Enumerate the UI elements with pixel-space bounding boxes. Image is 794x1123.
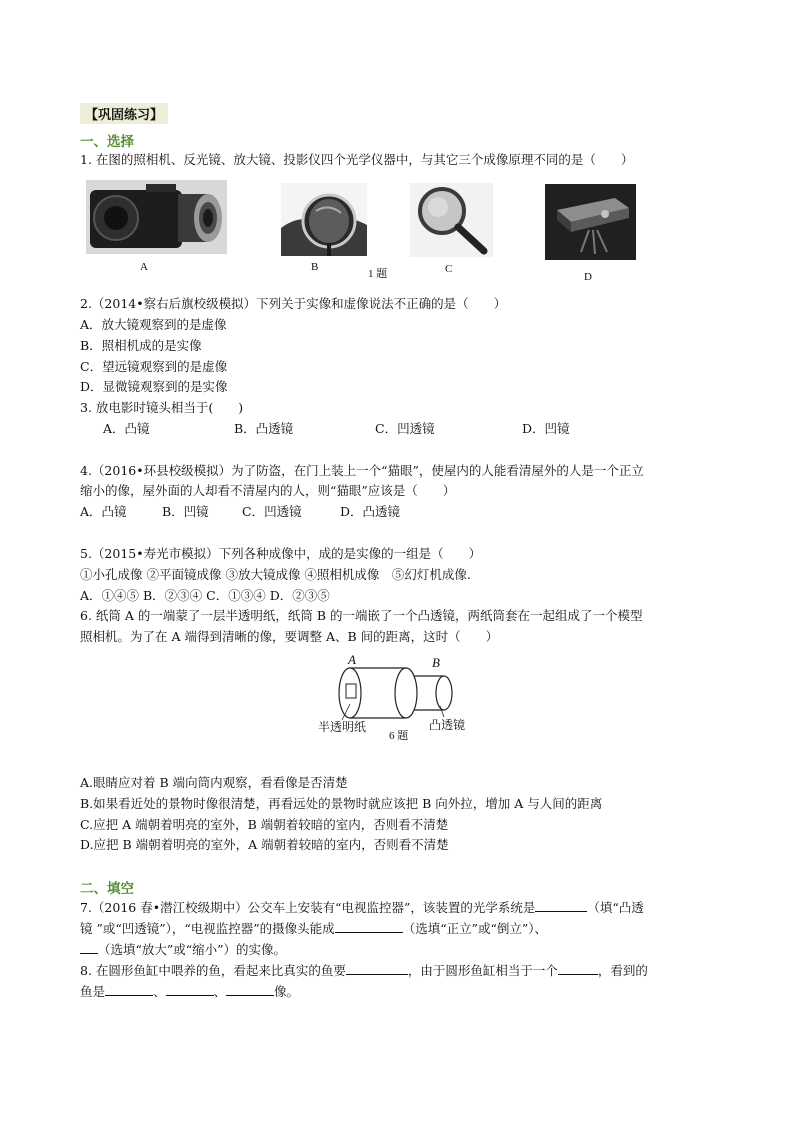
question-6-option-a: A.眼睛应对着 B 端向筒内观察，看看像是否清楚	[80, 775, 348, 790]
question-4-option-c: C．凹透镜	[242, 504, 302, 519]
camera-image	[86, 180, 227, 254]
question-8-blank-4[interactable]	[166, 983, 214, 996]
question-7-blank-2[interactable]	[335, 920, 403, 933]
question-3-text: 3. 放电影时镜头相当于( )	[80, 400, 244, 415]
question-8-blank-5[interactable]	[226, 983, 274, 996]
fig1-label-a: A	[140, 261, 148, 273]
question-7-line1-text-b: （填“凸透	[587, 900, 644, 915]
question-8-blank-2[interactable]	[558, 962, 598, 975]
question-5-options: A．①④⑤ B．②③④ C．①③④ D．②③⑤	[80, 588, 330, 603]
question-7-line2-text-a: 镜 ”或“凹透镜”），“电视监控器”的摄像头能成	[80, 921, 335, 936]
page-title: 【巩固练习】	[80, 103, 168, 124]
question-2-option-c: C．望远镜观察到的是虚像	[80, 359, 228, 374]
question-8-blank-1[interactable]	[346, 962, 408, 975]
question-7-line1-text-a: 7.（2016 春•潜江校级期中）公交车上安装有“电视监控器”，该装置的光学系统是	[80, 900, 536, 915]
question-8-line1-text-b: ，由于圆形鱼缸相当于一个	[407, 963, 558, 978]
fig6-label-b: B	[432, 655, 440, 670]
magnifier-image	[410, 183, 493, 257]
reflector-mirror-image	[281, 183, 367, 256]
question-2-option-a: A．放大镜观察到的是虚像	[80, 317, 227, 332]
fig1-caption: 1 题	[368, 268, 388, 280]
question-8-separator-1: 、	[153, 984, 166, 999]
question-8-line2	[80, 982, 299, 1002]
question-7-blank-3[interactable]	[80, 941, 98, 954]
question-6-option-b: B.如果看近处的景物时像很清楚，再看远处的景物时就应该把 B 向外拉，增加 A 与人间的距离	[80, 796, 603, 811]
question-7-line1	[80, 898, 644, 918]
question-3-option-c: C．凹透镜	[375, 421, 435, 436]
question-8-line2-end: 像。	[274, 984, 300, 999]
question-4-option-a: A．凸镜	[80, 504, 127, 519]
question-3-option-b: B．凸透镜	[234, 421, 294, 436]
question-3-option-d: D．凹镜	[522, 421, 570, 436]
section-fill-heading: 二、填空	[80, 881, 134, 897]
question-6-text-line1: 6. 纸筒 A 的一端蒙了一层半透明纸，纸筒 B 的一端嵌了一个凸透镜，两纸筒套在一起组成了一个模型	[80, 608, 643, 623]
question-4-option-d: D．凸透镜	[340, 504, 401, 519]
question-8-separator-2: 、	[213, 984, 227, 999]
question-8-line1-text-c: ，看到的	[597, 963, 648, 978]
question-4-option-b: B．凹镜	[162, 504, 209, 519]
question-6-option-c: C.应把 A 端朝着明亮的室外，B 端朝着较暗的室内，否则看不清楚	[80, 817, 449, 832]
question-2-option-b: B．照相机成的是实像	[80, 338, 202, 353]
fig1-label-d: D	[584, 271, 592, 283]
question-8-line1-text-a: 8. 在圆形鱼缸中喂养的鱼，看起来比真实的鱼要	[80, 963, 346, 978]
fig6-label-paper: 半透明纸	[318, 720, 367, 734]
question-1-text: 1. 在图的照相机、反光镜、放大镜、投影仪四个光学仪器中，与其它三个成像原理不同的是（ ）	[80, 152, 634, 167]
question-2-option-d: D．显微镜观察到的是实像	[80, 379, 228, 394]
question-4-text-line1: 4.（2016•环县校级模拟）为了防盗，在门上装上一个“猫眼”，使屋内的人能看清屋外的人是一个正立	[80, 463, 644, 478]
question-8-line2-text-a: 鱼是	[80, 984, 106, 999]
question-5-text: 5.（2015•寿光市模拟）下列各种成像中，成的是实像的一组是（ ）	[80, 546, 482, 561]
fig6-label-a: A	[348, 652, 356, 667]
projector-image	[545, 184, 636, 260]
question-7-blank-1[interactable]	[535, 899, 587, 912]
question-4-text-line2: 缩小的像，屋外面的人却看不清屋内的人，则“猫眼”应该是（ ）	[80, 483, 456, 498]
fig6-caption: 6 题	[389, 730, 409, 742]
fig1-label-b: B	[311, 261, 319, 273]
question-3-option-a: A．凸镜	[103, 421, 150, 436]
question-7-line2-text-b: （选填“正立”或“倒立”）、	[402, 921, 547, 936]
question-6-option-d: D.应把 B 端朝着明亮的室外，A 端朝着较暗的室内，否则看不清楚	[80, 837, 449, 852]
question-7-line2	[80, 919, 547, 939]
question-8-line1	[80, 961, 648, 981]
fig6-label-lens: 凸透镜	[429, 718, 466, 732]
question-6-text-line2: 照相机。为了在 A 端得到清晰的像，要调整 A、B 间的距离，这时（ ）	[80, 629, 499, 644]
question-7-line3	[80, 940, 286, 960]
question-7-line3-text: （选填“放大”或“缩小”）的实像。	[98, 942, 287, 957]
fig1-label-c: C	[445, 263, 453, 275]
question-2-text: 2.（2014•察右后旗校级模拟）下列关于实像和虚像说法不正确的是（ ）	[80, 296, 507, 311]
section-choice-heading: 一、选择	[80, 134, 134, 150]
question-5-items: ①小孔成像 ②平面镜成像 ③放大镜成像 ④照相机成像 ⑤幻灯机成像.	[80, 567, 471, 582]
question-8-blank-3[interactable]	[105, 983, 153, 996]
